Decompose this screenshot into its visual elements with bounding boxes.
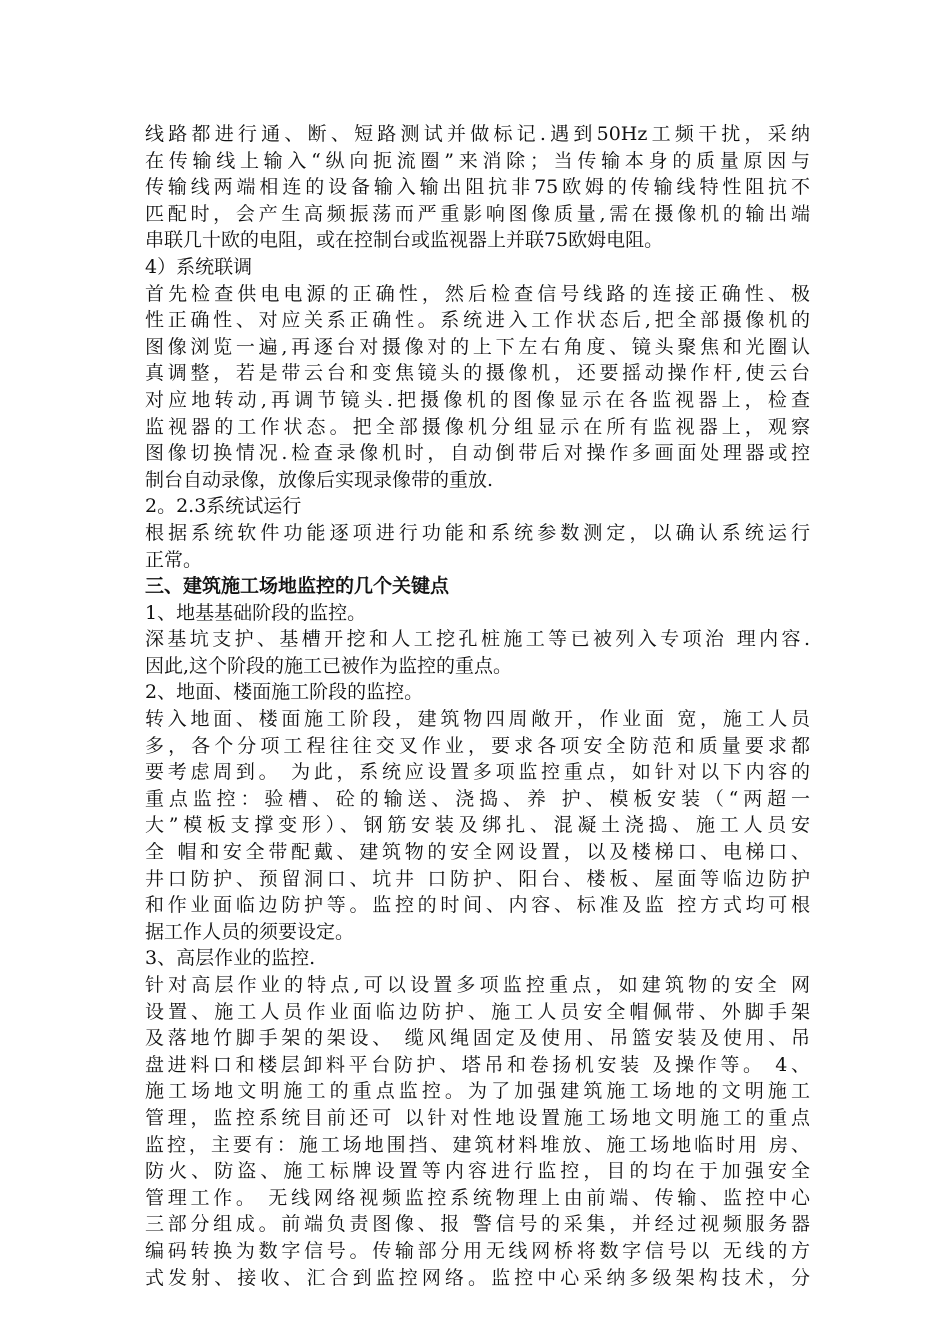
text-line: 串联几十欧的电阻，或在控制台或监视器上并联75欧姆电阻。 xyxy=(145,229,664,252)
document-body xyxy=(145,121,810,1291)
text-line: 2。2.3系统试运行 xyxy=(145,495,302,518)
section-heading: 三、建筑施工场地监控的几个关键点 xyxy=(145,575,450,598)
text-line: 重点监控：验槽、砼的输送、浇捣、养 护、模板安装（“两超一 xyxy=(145,787,810,810)
text-line: 及落地竹脚手架的架设、 缆风绳固定及使用、吊篮安装及使用、吊 xyxy=(145,1027,810,1050)
text-line: 盘进料口和楼层卸料平台防护、塔吊和卷扬机安装 及操作等。 4、 xyxy=(145,1053,810,1076)
text-line: 多，各个分项工程往往交叉作业，要求各项安全防范和质量要求都 xyxy=(145,734,810,757)
text-line: 管理，监控系统目前还可 以针对性地设置施工场地文明施工的重点 xyxy=(145,1106,810,1129)
text-line: 图像浏览一遍,再逐台对摄像对的上下左右角度、镜头聚焦和光圈认 xyxy=(145,335,810,358)
text-line: 首先检查供电电源的正确性，然后检查信号线路的连接正确性、极 xyxy=(145,282,810,305)
text-line: 因此,这个阶段的施工已被作为监控的重点。 xyxy=(145,654,513,677)
text-line: 制台自动录像，放像后实现录像带的重放. xyxy=(145,468,494,491)
text-line: 图像切换情况.检查录像机时，自动倒带后对操作多画面处理器或控 xyxy=(145,442,810,465)
text-line: 传输线两端相连的设备输入输出阻抗非75欧姆的传输线特性阻抗不 xyxy=(145,176,810,199)
text-line: 正常。 xyxy=(145,548,203,571)
text-line: 井口防护、预留洞口、坑井 口防护、阳台、楼板、屋面等临边防护 xyxy=(145,867,810,890)
text-line: 在传输线上输入“纵向扼流圈”来消除；当传输本身的质量原因与 xyxy=(145,149,810,172)
text-line: 深基坑支护、基槽开挖和人工挖孔桩施工等已被列入专项治 理内容. xyxy=(145,628,810,651)
text-line: 转入地面、楼面施工阶段，建筑物四周敞开，作业面 宽，施工人员 xyxy=(145,708,810,731)
text-line: 1、地基基础阶段的监控。 xyxy=(145,601,367,624)
text-line: 4）系统联调 xyxy=(145,255,253,278)
text-line: 施工场地文明施工的重点监控。为了加强建筑施工场地的文明施工 xyxy=(145,1080,810,1103)
text-line: 3、高层作业的监控. xyxy=(145,947,316,970)
text-line: 性正确性、对应关系正确性。系统进入工作状态后,把全部摄像机的 xyxy=(145,309,810,332)
text-line: 三部分组成。前端负责图像、报 警信号的采集，并经过视频服务器 xyxy=(145,1213,810,1236)
text-line: 要考虑周到。 为此，系统应设置多项监控重点，如针对以下内容的 xyxy=(145,761,810,784)
text-line: 据工作人员的须要设定。 xyxy=(145,920,355,943)
text-line: 2、地面、楼面施工阶段的监控。 xyxy=(145,681,424,704)
text-line: 匹配时，会产生高频振荡而严重影响图像质量,需在摄像机的输出端 xyxy=(145,202,810,225)
text-line: 式发射、接收、汇合到监控网络。监控中心采纳多级架构技术，分 xyxy=(145,1266,810,1289)
text-line: 全 帽和安全带配戴、建筑物的安全网设置，以及楼梯口、电梯口、 xyxy=(145,841,810,864)
text-line: 管理工作。 无线网络视频监控系统物理上由前端、传输、监控中心 xyxy=(145,1186,810,1209)
text-line: 针对高层作业的特点,可以设置多项监控重点，如建筑物的安全 网 xyxy=(145,974,810,996)
text-line: 监控，主要有：施工场地围挡、建筑材料堆放、施工场地临时用 房、 xyxy=(145,1133,810,1156)
text-line: 设置、施工人员作业面临边防护、施工人员安全帽佩带、外脚手架 xyxy=(145,1000,810,1023)
text-line: 监视器的工作状态。把全部摄像机分组显示在所有监视器上，观察 xyxy=(145,415,810,438)
text-line: 真调整，若是带云台和变焦镜头的摄像机，还要摇动操作杆,使云台 xyxy=(145,362,810,385)
text-line: 线路都进行通、断、短路测试并做标记.遇到50Hz工频干扰，采纳 xyxy=(145,123,810,145)
text-line: 对应地转动,再调节镜头.把摄像机的图像显示在各监视器上，检查 xyxy=(145,388,810,411)
text-line: 防火、防盗、施工标牌设置等内容进行监控，目的均在于加强安全 xyxy=(145,1160,810,1183)
text-line: 大”模板支撑变形）、钢筋安装及绑扎、混凝土浇捣、施工人员安 xyxy=(145,814,810,837)
text-line: 和作业面临边防护等。监控的时间、内容、标准及监 控方式均可根 xyxy=(145,894,810,917)
text-line: 根据系统软件功能逐项进行功能和系统参数测定，以确认系统运行 xyxy=(145,521,810,544)
text-line: 编码转换为数字信号。传输部分用无线网桥将数字信号以 无线的方 xyxy=(145,1239,810,1262)
